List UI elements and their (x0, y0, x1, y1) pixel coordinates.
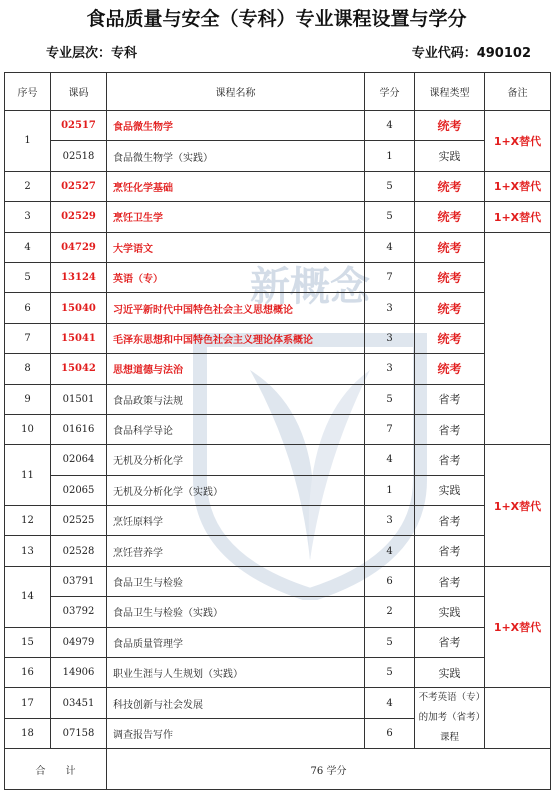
table-row (5, 688, 551, 719)
row-credit: 5 (365, 384, 415, 414)
row-credit: 1 (365, 475, 415, 505)
table-row (5, 171, 551, 201)
row-no: 13 (5, 536, 51, 566)
header-no: 序号 (5, 73, 51, 111)
row-credit: 3 (365, 506, 415, 536)
row-note: 1+X替代 (485, 202, 551, 232)
row-credit: 4 (365, 688, 415, 719)
table-row (5, 658, 551, 688)
row-name: 习近平新时代中国特色社会主义思想概论 (107, 293, 365, 323)
row-credit: 7 (365, 414, 415, 444)
row-credit: 7 (365, 262, 415, 292)
row-name: 烹饪化学基础 (107, 171, 365, 201)
row-credit: 3 (365, 354, 415, 384)
row-credit: 3 (365, 293, 415, 323)
row-code: 03792 (51, 597, 107, 627)
row-type: 统考 (415, 262, 485, 292)
row-no: 1 (5, 111, 51, 172)
row-name: 食品科学导论 (107, 414, 365, 444)
row-code: 02525 (51, 506, 107, 536)
watermark-text: 新概念 (250, 264, 370, 310)
row-credit: 4 (365, 536, 415, 566)
row-credit: 6 (365, 718, 415, 749)
row-no: 5 (5, 262, 51, 292)
row-note-empty (485, 688, 551, 749)
row-code: 02518 (51, 141, 107, 171)
row-credit: 5 (365, 658, 415, 688)
row-type: 统考 (415, 293, 485, 323)
table-row (5, 384, 551, 414)
table-row (5, 141, 551, 171)
table-row (5, 323, 551, 353)
header-note: 备注 (485, 73, 551, 111)
row-type: 实践 (415, 597, 485, 627)
table-row (5, 475, 551, 505)
row-credit: 4 (365, 445, 415, 475)
table-row (5, 293, 551, 323)
row-name: 毛泽东思想和中国特色社会主义理论体系概论 (107, 323, 365, 353)
row-code: 07158 (51, 718, 107, 749)
row-no: 16 (5, 658, 51, 688)
row-no: 15 (5, 627, 51, 657)
table-row (5, 597, 551, 627)
row-type: 省考 (415, 384, 485, 414)
header-name: 课程名称 (107, 73, 365, 111)
row-note: 1+X替代 (485, 171, 551, 201)
row-credit: 1 (365, 141, 415, 171)
table-row (5, 202, 551, 232)
row-type: 实践 (415, 658, 485, 688)
row-name: 食品质量管理学 (107, 627, 365, 657)
row-type: 实践 (415, 141, 485, 171)
header-code: 课码 (51, 73, 107, 111)
row-credit: 3 (365, 323, 415, 353)
total-value: 76 学分 (107, 749, 551, 790)
table-header-row (5, 73, 551, 111)
row-code: 03791 (51, 566, 107, 596)
row-type: 省考 (415, 566, 485, 596)
row-code: 01501 (51, 384, 107, 414)
row-name: 大学语文 (107, 232, 365, 262)
table-row (5, 536, 551, 566)
major-level: 专业层次：专科 (46, 46, 138, 61)
row-type: 统考 (415, 323, 485, 353)
row-type-exempt: 不考英语（专）的加考（省考）课程 (415, 688, 485, 749)
row-name: 无机及分析化学（实践） (107, 475, 365, 505)
row-code: 15041 (51, 323, 107, 353)
row-type: 统考 (415, 202, 485, 232)
table-row (5, 627, 551, 657)
total-row (5, 749, 551, 790)
row-code: 13124 (51, 262, 107, 292)
table-row (5, 414, 551, 444)
row-no: 2 (5, 171, 51, 201)
row-no: 3 (5, 202, 51, 232)
row-code: 14906 (51, 658, 107, 688)
row-type: 省考 (415, 536, 485, 566)
row-name: 英语（专） (107, 262, 365, 292)
row-name: 职业生涯与人生规划（实践） (107, 658, 365, 688)
row-name: 无机及分析化学 (107, 445, 365, 475)
row-credit: 6 (365, 566, 415, 596)
major-code: 专业代码：490102 (411, 46, 531, 61)
row-code: 15040 (51, 293, 107, 323)
row-name: 烹饪原料学 (107, 506, 365, 536)
row-code: 02064 (51, 445, 107, 475)
table-row (5, 262, 551, 292)
row-name: 烹饪卫生学 (107, 202, 365, 232)
row-no: 9 (5, 384, 51, 414)
total-label: 合 计 (5, 749, 107, 790)
row-name: 食品卫生与检验（实践） (107, 597, 365, 627)
row-credit: 5 (365, 202, 415, 232)
row-credit: 2 (365, 597, 415, 627)
row-note: 1+X替代 (485, 445, 551, 567)
table-row (5, 506, 551, 536)
row-code: 02517 (51, 111, 107, 141)
row-no: 4 (5, 232, 51, 262)
row-code: 03451 (51, 688, 107, 719)
row-type: 实践 (415, 475, 485, 505)
row-no: 14 (5, 566, 51, 627)
row-no: 11 (5, 445, 51, 506)
row-type: 统考 (415, 354, 485, 384)
table-row (5, 354, 551, 384)
row-no: 8 (5, 354, 51, 384)
table-row (5, 445, 551, 475)
row-note: 1+X替代 (485, 111, 551, 172)
table-row (5, 566, 551, 596)
row-name: 食品微生物学（实践） (107, 141, 365, 171)
row-type: 统考 (415, 171, 485, 201)
row-type: 统考 (415, 111, 485, 141)
row-type: 统考 (415, 232, 485, 262)
row-name: 科技创新与社会发展 (107, 688, 365, 719)
row-type: 省考 (415, 506, 485, 536)
row-type: 省考 (415, 445, 485, 475)
row-code: 02527 (51, 171, 107, 201)
row-no: 7 (5, 323, 51, 353)
row-no: 10 (5, 414, 51, 444)
row-credit: 4 (365, 111, 415, 141)
row-name: 调查报告写作 (107, 718, 365, 749)
row-no: 17 (5, 688, 51, 719)
header-credit: 学分 (365, 73, 415, 111)
row-name: 食品卫生与检验 (107, 566, 365, 596)
header-type: 课程类型 (415, 73, 485, 111)
row-no: 6 (5, 293, 51, 323)
row-code: 01616 (51, 414, 107, 444)
table-row (5, 232, 551, 262)
row-code: 04979 (51, 627, 107, 657)
row-name: 思想道德与法治 (107, 354, 365, 384)
row-credit: 5 (365, 171, 415, 201)
row-name: 烹饪营养学 (107, 536, 365, 566)
row-name: 食品微生物学 (107, 111, 365, 141)
row-no: 18 (5, 718, 51, 749)
row-credit: 4 (365, 232, 415, 262)
course-table (4, 72, 551, 790)
row-no: 12 (5, 506, 51, 536)
row-type: 省考 (415, 627, 485, 657)
row-code: 04729 (51, 232, 107, 262)
row-code: 02065 (51, 475, 107, 505)
row-code: 02528 (51, 536, 107, 566)
table-row (5, 111, 551, 141)
row-type: 省考 (415, 414, 485, 444)
row-code: 15042 (51, 354, 107, 384)
row-credit: 5 (365, 627, 415, 657)
row-name: 食品政策与法规 (107, 384, 365, 414)
row-note: 1+X替代 (485, 566, 551, 688)
page-title: 食品质量与安全（专科）专业课程设置与学分 (86, 8, 467, 30)
row-code: 02529 (51, 202, 107, 232)
row-note-empty (485, 232, 551, 445)
